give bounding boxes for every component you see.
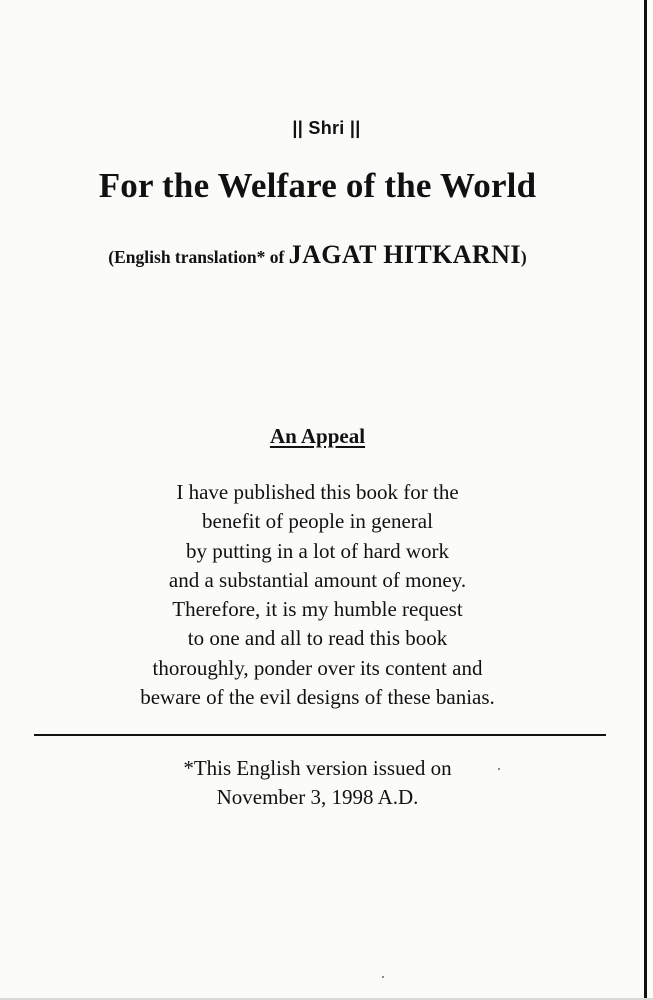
appeal-line: benefit of people in general [202, 509, 433, 534]
appeal-line: to one and all to read this book [187, 626, 448, 651]
page-edge [644, 0, 647, 1000]
appeal-heading: An Appeal [269, 424, 366, 448]
subtitle-prefix: (English translation* of [108, 247, 289, 267]
footnote-line: *This English version issued on [183, 756, 452, 780]
horizontal-divider [34, 734, 606, 736]
appeal-line: I have published this book for the [176, 480, 459, 504]
appeal-line: by putting in a lot of hard work [185, 538, 450, 563]
footnote [0, 754, 635, 812]
footnote-line: November 3, 1998 A.D. [216, 785, 419, 809]
scan-speck [498, 768, 500, 770]
appeal-body [0, 478, 635, 712]
appeal-line: Therefore, it is my humble request [172, 597, 463, 622]
page-title: For the Welfare of the World [98, 166, 537, 205]
appeal-line: beware of the evil designs of these banias. [140, 685, 495, 710]
appeal-line: thoroughly, ponder over its content and [152, 655, 483, 680]
invocation-heading: || Shri || [292, 118, 361, 138]
page-subtitle [0, 240, 635, 270]
subtitle-book-name: JAGAT HITKARNI [288, 240, 521, 269]
appeal-line: and a substantial amount of money. [168, 567, 467, 592]
subtitle-suffix: ) [520, 247, 527, 267]
scan-speck [382, 976, 384, 978]
